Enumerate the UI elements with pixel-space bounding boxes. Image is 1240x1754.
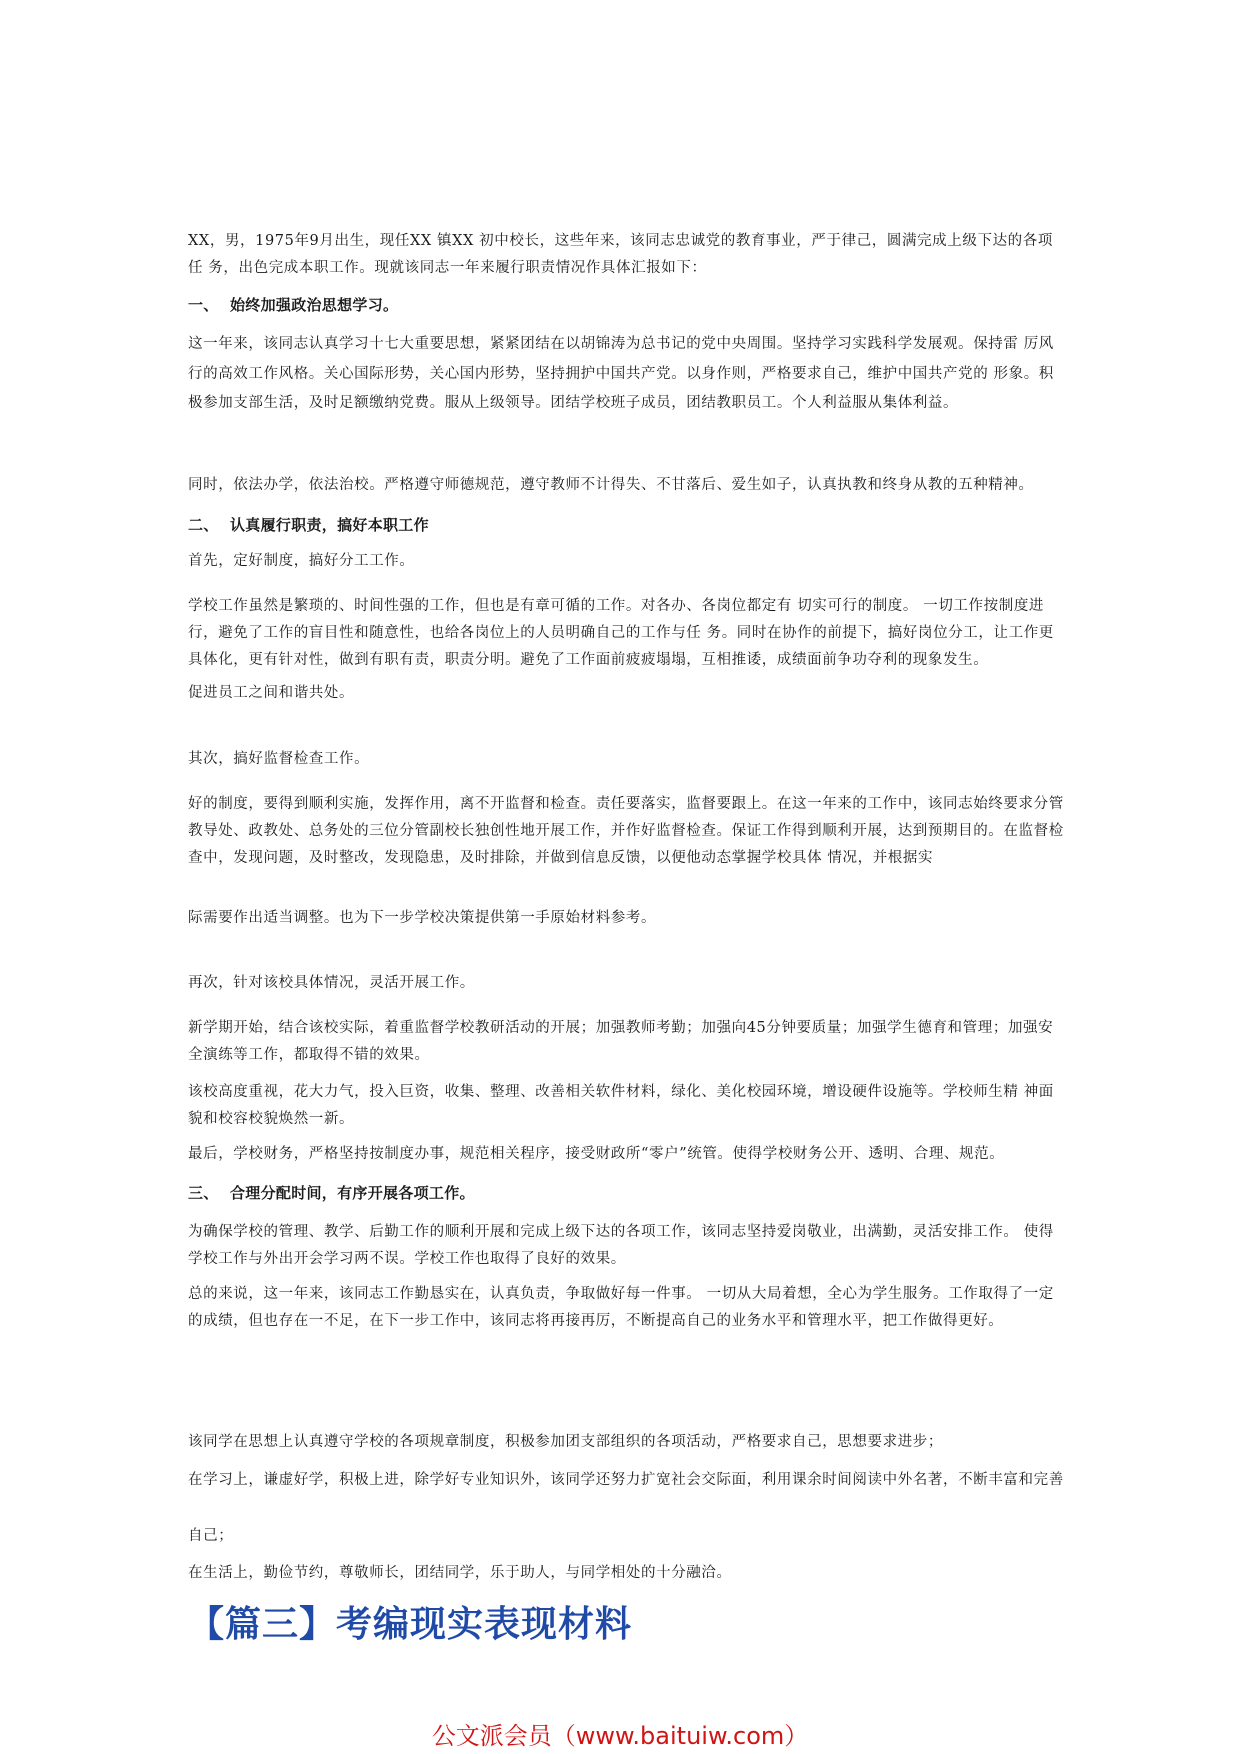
section2-title: 认真履行职责，搞好本职工作 [230, 516, 429, 534]
section1-number: 一、 [188, 296, 219, 314]
pian3-heading: 【篇三】考编现实表现材料 [188, 1604, 633, 1645]
section2-second: 其次，搞好监督检查工作。 [188, 751, 370, 767]
intro-paragraph: XX，男，1975年9月出生，现任XX 镇XX 初中校长，这些年来，该同志忠诚党的教育事业，严于律己，圆满完成上级下达的各项任 务，出色完成本职工作。现就该同志一年来履行职责情况作具体汇报如下： [188, 233, 1053, 276]
section2-paragraph-3: 新学期开始，结合该校实际，着重监督学校教研活动的开展；加强教师考勤；加强向45分钟要质量；加强学生德育和管理；加强安 全演练等工作，都取得不错的效果。 [188, 1020, 1054, 1063]
section3-heading [188, 1182, 475, 1203]
section2-number: 二、 [188, 516, 219, 534]
section2-paragraph-1b: 促进员工之间和谐共处。 [188, 685, 355, 701]
section2-paragraph-2: 好的制度，要得到顺利实施，发挥作用，离不开监督和检查。责任要落实，监督要跟上。在这一年来的工作中，该同志始终要求分管教导处、政教处、总务处的三位分管副校长独创性地开展工作，并作好监督检查。保证工作得到顺利开展，达到预期目的。在监督检查中，发现问题，及时整改，发现隐患，及时排除，并做到信息反馈，以便他动态掌握学校具体 情况，并根据实 [188, 796, 1064, 866]
section2-heading [188, 514, 429, 535]
section3-paragraph-1: 为确保学校的管理、教学、后勤工作的顺利开展和完成上级下达的各项工作，该同志坚持爱岗敬业，出满勤，灵活安排工作。 使得学校工作与外出开会学习两不误。学校工作也取得了良好的效果。 [188, 1224, 1054, 1267]
section2-paragraph-2b: 际需要作出适当调整。也为下一步学校决策提供第一手原始材料参考。 [188, 910, 657, 926]
section2-paragraph-5: 最后，学校财务，严格坚持按制度办事，规范相关程序，接受财政所“零户”统管。使得学校财务公开、透明、合理、规范。 [188, 1146, 1005, 1162]
section3-number: 三、 [188, 1184, 219, 1202]
section1-paragraph-2: 同时，依法办学，依法治校。严格遵守师德规范，遵守教师不计得失、不甘落后、爱生如子，认真执教和终身从教的五种精神。 [188, 477, 1034, 493]
student-paragraph-3: 在生活上，勤俭节约，尊敬师长，团结同学，乐于助人，与同学相处的十分融洽。 [188, 1565, 732, 1581]
section3-paragraph-2: 总的来说，这一年来，该同志工作勤恳实在，认真负责，争取做好每一件事。 一切从大局着想，全心为学生服务。工作取得了一定的成绩，但也存在一不足，在下一步工作中，该同志将再接再厉，不断提高自己的业务水平和管理水平，把工作做得更好。 [188, 1286, 1054, 1329]
section2-first: 首先，定好制度，搞好分工工作。 [188, 553, 415, 569]
section3-title: 合理分配时间，有序开展各项工作。 [230, 1184, 475, 1202]
student-paragraph-2: 在学习上，谦虚好学，积极上进，除学好专业知识外，该同学还努力扩宽社会交际面，利用课余时间阅读中外名著，不断丰富和完善 [188, 1472, 1064, 1488]
section1-paragraph-1: 这一年来，该同志认真学习十七大重要思想，紧紧团结在以胡锦涛为总书记的党中央周围。坚持学习实践科学发展观。保持雷 厉风行的高效工作风格。关心国际形势，关心国内形势，坚持拥护中国共产党。以身作则，严格要求自己，维护中国共产党的 形象。积极参加支部生活，及时足额缴纳党费。服从上级领导。团结学校班子成员，团结教职员工。个人利益服从集体利益。 [188, 336, 1054, 411]
section1-heading [188, 294, 398, 315]
section1-title: 始终加强政治思想学习。 [230, 296, 399, 314]
student-paragraph-1: 该同学在思想上认真遵守学校的各项规章制度，积极参加团支部组织的各项活动，严格要求自己，思想要求进步； [188, 1434, 943, 1450]
footer-watermark: 公文派会员（www.baituiw.com） [431, 1722, 809, 1750]
section2-paragraph-1: 学校工作虽然是繁琐的、时间性强的工作，但也是有章可循的工作。对各办、各岗位都定有 切实可行的制度。 一切工作按制度进行，避免了工作的盲目性和随意性，也给各岗位上的人员明确自己的工作与任 务。同时在协作的前提下，搞好岗位分工，让工作更具体化，更有针对性，做到有职有责，职责分明。避免了工作面前疲疲塌塌，互相推诿，成绩面前争功夺利的现象发生。 [188, 598, 1054, 668]
student-paragraph-2b: 自己； [188, 1528, 234, 1544]
section2-paragraph-4: 该校高度重视，花大力气，投入巨资，收集、整理、改善相关软件材料，绿化、美化校园环境，增设硬件设施等。学校师生精 神面貌和校容校貌焕然一新。 [188, 1084, 1054, 1127]
section2-third: 再次，针对该校具体情况，灵活开展工作。 [188, 975, 475, 991]
